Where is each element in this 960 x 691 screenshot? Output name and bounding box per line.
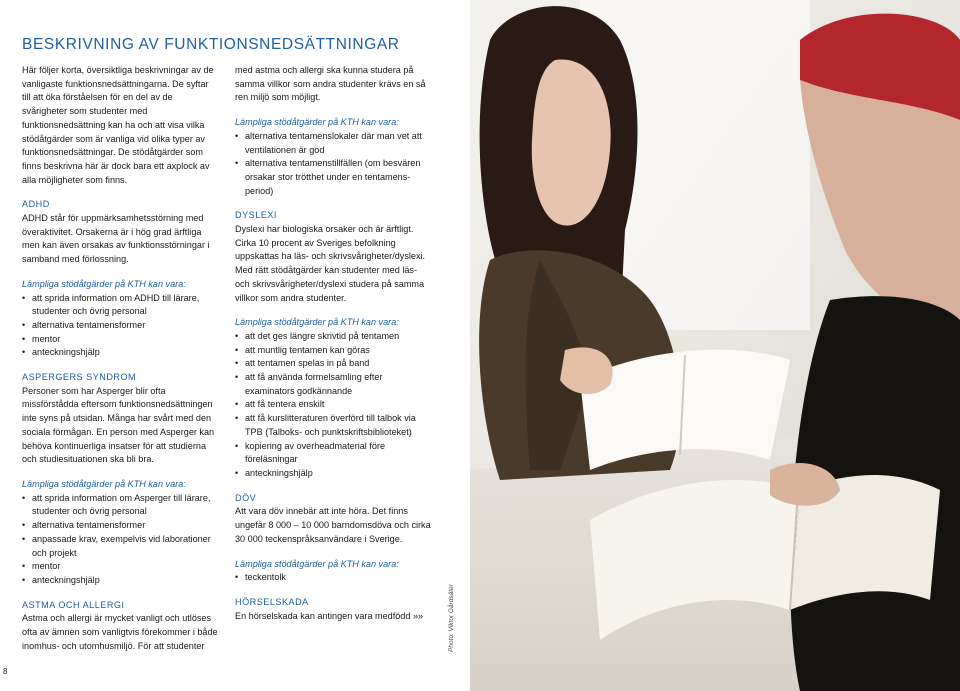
- list-item: • anteckningshjälp: [22, 346, 218, 360]
- asperger-list: [22, 492, 218, 588]
- list-item: • att få kurslitteraturen överförd till talbok via TPB (Talboks- och punktskriftsbiblioteket): [235, 412, 433, 439]
- astma-text-continued: med astma och allergi ska kunna studera på samma villkor som andra studenter krävs en så ren miljö som möjligt.: [235, 65, 426, 103]
- astma-lead: Lämpliga stödåtgärder på KTH kan vara:: [235, 117, 399, 128]
- list-item: • att sprida information om Asperger till lärare, studenter och övrig personal: [22, 492, 218, 519]
- list-item: • alternativa tentamensformer: [22, 519, 218, 533]
- horselskada-heading: HÖRSELSKADA: [235, 596, 309, 607]
- dov-text: Att vara döv innebär att inte höra. Det finns ungefär 8 000 – 10 000 barndomsdöva och cirka 30 000 teckenspråksanvändare i Sverige.: [235, 506, 431, 544]
- dov-heading: DÖV: [235, 492, 257, 503]
- list-item: • alternativa tentamenstillfällen (om besvären orsakar stor trötthet under en tentamensperiod): [235, 157, 433, 198]
- adhd-list: [22, 292, 218, 361]
- dov-lead: Lämpliga stödåtgärder på KTH kan vara:: [235, 558, 399, 569]
- students-reading-photo: [470, 0, 960, 691]
- intro-text: Här följer korta, översiktliga beskrivningar av de vanligaste funktionsnedsättningarna. De syftar till att öka förståelsen för en del av de svårigheter som studenter med funktionsnedsättning kan ha och att visa vilka stödåtgärder som är vanliga vid olika typer av funktionsnedsättningar. De stödåtgärder som finns beskrivna här är dock bara ett axplock av alla möjligheter som finns.: [22, 65, 214, 185]
- adhd-lead: Lämpliga stödåtgärder på KTH kan vara:: [22, 278, 186, 289]
- asperger-text: Personer som har Asperger blir ofta missförstådda eftersom funktionsnedsättningen inte syns på utsidan. Många har svårt med den sociala förmågan. En person med Asperger kan behöva kontinuerliga insatser för att studierna och studiesituationen ska bli bra.: [22, 385, 215, 465]
- adhd-text: ADHD står för uppmärksamhetsstörning med överaktivitet. Orsakerna är i hög grad ärftliga men kan även orsakas av funktionsstörningar i samband med förlossning.: [22, 213, 210, 265]
- list-item: • att tentamen spelas in på band: [235, 357, 433, 371]
- list-item: • mentor: [22, 333, 218, 347]
- middle-column: [235, 64, 433, 623]
- list-item: • mentor: [22, 560, 218, 574]
- page-number: 8: [3, 667, 8, 676]
- asperger-lead: Lämpliga stödåtgärder på KTH kan vara:: [22, 478, 186, 489]
- list-item: • anteckningshjälp: [235, 467, 433, 481]
- photo-illustration: [470, 0, 960, 691]
- horselskada-text: En hörselskada kan antingen vara medfödd »»: [235, 610, 424, 621]
- asperger-heading: ASPERGERS SYNDROM: [22, 372, 137, 383]
- dyslexi-text: Dyslexi har biologiska orsaker och är ärftligt. Cirka 10 procent av Sveriges befolkning uppskattas ha läs- och skrivsvårigheter/dyslexi. Med rätt stödåtgärder kan studenter med läs- och skrivsvårigheter/dyslexi studera på samma villkor som andra studenter.: [235, 224, 426, 303]
- list-item: • att sprida information om ADHD till lärare, studenter och övrig personal: [22, 292, 218, 319]
- page-title: BESKRIVNING AV FUNKTIONSNEDSÄTTNINGAR: [22, 36, 400, 53]
- list-item: • teckentolk: [235, 571, 433, 585]
- list-item: • att muntlig tentamen kan göras: [235, 344, 433, 358]
- list-item: • anteckningshjälp: [22, 574, 218, 588]
- list-item: • alternativa tentamenslokaler där man vet att ventilationen är god: [235, 130, 433, 157]
- list-item: • att det ges längre skrivtid på tentamen: [235, 330, 433, 344]
- list-item: • att få tentera enskilt: [235, 398, 433, 412]
- astma-list: [235, 130, 433, 199]
- list-item: • anpassade krav, exempelvis vid laborationer och projekt: [22, 533, 218, 560]
- photo-credit: Photo: Viktor Gårdsäter: [448, 584, 455, 652]
- list-item: • att få använda formelsamling efter examinators godkännande: [235, 371, 433, 398]
- left-column: [22, 64, 218, 653]
- astma-text: Astma och allergi är mycket vanligt och utlöses ofta av ämnen som vanligtvis förekommer i både inomhus- och utomhusmiljö. För att studenter: [22, 613, 218, 651]
- astma-heading: ASTMA OCH ALLERGI: [22, 599, 125, 610]
- list-item: • alternativa tentamensformer: [22, 319, 218, 333]
- adhd-heading: ADHD: [22, 199, 50, 210]
- dyslexi-list: [235, 330, 433, 481]
- list-item: • kopiering av overheadmaterial före föreläsningar: [235, 440, 433, 467]
- dov-list: [235, 571, 433, 585]
- dyslexi-heading: DYSLEXI: [235, 210, 277, 221]
- dyslexi-lead: Lämpliga stödåtgärder på KTH kan vara:: [235, 317, 399, 328]
